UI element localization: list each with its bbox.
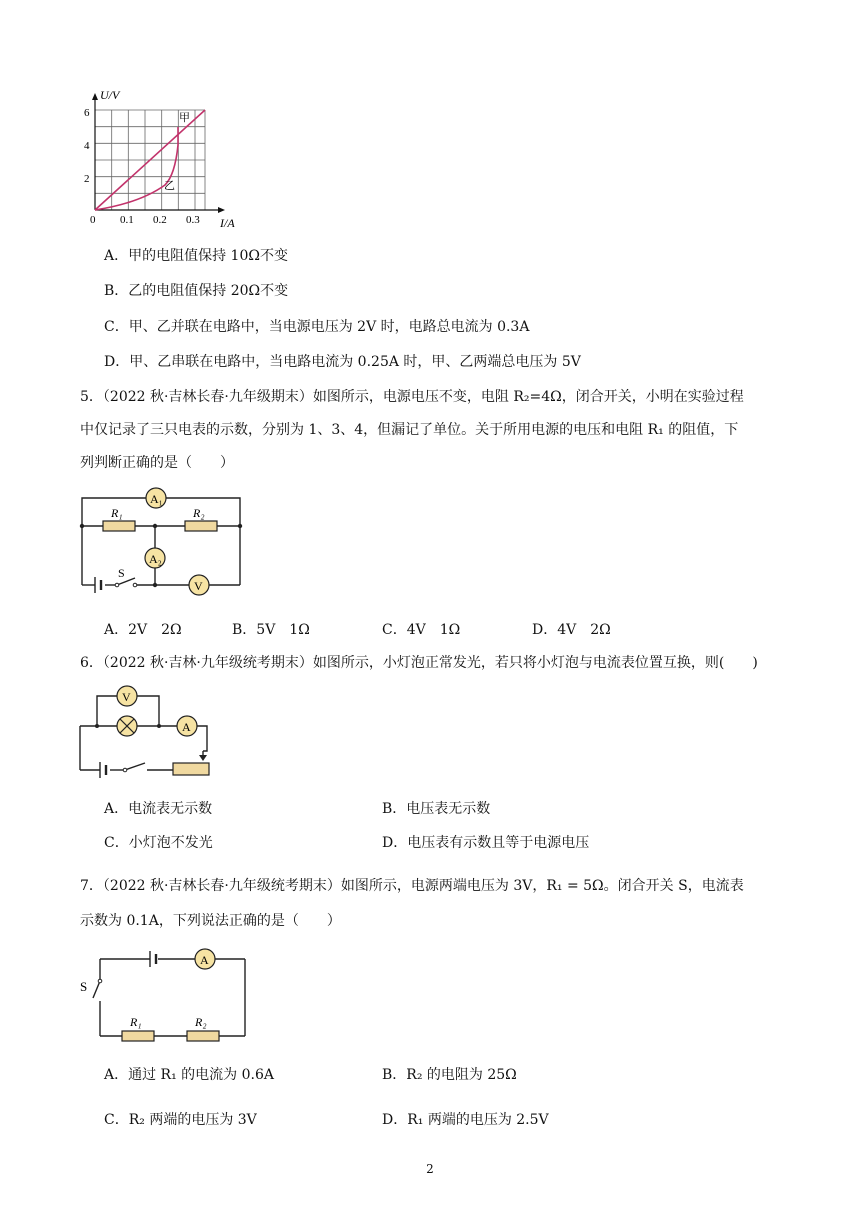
q7-option-d[interactable]: D．R₁ 两端的电压为 2.5V [382, 1112, 549, 1128]
q4-option-b[interactable]: B．乙的电阻值保持 20Ω不变 [104, 283, 289, 299]
y-tick-4: 4 [84, 140, 90, 152]
svg-text:V: V [122, 690, 131, 704]
q7-option-c[interactable]: C．R₂ 两端的电压为 3V [104, 1112, 257, 1128]
svg-text:A: A [182, 720, 191, 734]
q6-rheostat [173, 763, 209, 775]
q4-option-c[interactable]: C．甲、乙并联在电路中，当电源电压为 2V 时，电路总电流为 0.3A [104, 319, 530, 335]
svg-text:S: S [118, 566, 125, 580]
q7-r1-resistor [122, 1031, 154, 1041]
svg-text:A: A [200, 953, 209, 967]
svg-text:R₂: R₂ [195, 1015, 207, 1029]
q5-option-b[interactable]: B．5V 1Ω [232, 622, 310, 638]
x-tick-0-3: 0.3 [186, 214, 200, 226]
q5-stem-line2: 中仅记录了三只电表的示数，分别为 1、3、4，但漏记了单位。关于所用电源的电压和电阻 R₁ 的阻值，下 [80, 422, 739, 438]
q6-option-b[interactable]: B．电压表无示数 [382, 801, 491, 817]
q7-option-a[interactable]: A．通过 R₁ 的电流为 0.6A [104, 1067, 274, 1083]
q5-stem-line1: 5．（2022 秋·吉林长春·九年级期末）如图所示，电源电压不变，电阻 R₂=4Ω，闭合开关，小明在实验过程 [80, 389, 744, 405]
q6-stem-line1: 6．（2022 秋·吉林·九年级统考期末）如图所示，小灯泡正常发光，若只将小灯泡与电流表位置互换，则( ) [80, 655, 758, 671]
q4-option-a[interactable]: A．甲的电阻值保持 10Ω不变 [104, 248, 288, 264]
x-tick-0: 0 [90, 214, 96, 226]
q5-option-d[interactable]: D．4V 2Ω [532, 622, 611, 638]
q5-option-a[interactable]: A．2V 2Ω [104, 622, 182, 638]
x-tick-0-1: 0.1 [120, 214, 134, 226]
svg-text:A₁: A₁ [150, 492, 163, 506]
q6-option-a[interactable]: A．电流表无示数 [104, 801, 213, 817]
q7-stem-line1: 7．（2022 秋·吉林长春·九年级统考期末）如图所示，电源两端电压为 3V，R₁ = 5Ω。闭合开关 S，电流表 [80, 878, 744, 894]
q7-stem-line2: 示数为 0.1A，下列说法正确的是（ ） [80, 913, 341, 929]
q6-option-d[interactable]: D．电压表有示数且等于电源电压 [382, 835, 590, 851]
label-jia: 甲 [179, 112, 190, 124]
q5-r1-resistor [103, 521, 135, 531]
q5-circuit-diagram [75, 485, 255, 603]
page-number: 2 [426, 1162, 434, 1176]
svg-text:R₁: R₁ [111, 506, 123, 520]
q5-r2-resistor [185, 521, 217, 531]
svg-text:S: S [80, 979, 88, 994]
svg-text:A₂: A₂ [149, 552, 162, 566]
u-i-graph [80, 85, 250, 235]
q6-option-c[interactable]: C．小灯泡不发光 [104, 835, 213, 851]
q5-option-c[interactable]: C．4V 1Ω [382, 622, 461, 638]
q7-circuit-diagram [75, 943, 255, 1043]
svg-text:R₁: R₁ [130, 1015, 142, 1029]
label-yi: 乙 [164, 180, 175, 192]
q7-option-b[interactable]: B．R₂ 的电阻为 25Ω [382, 1067, 517, 1083]
x-axis-label: I/A [220, 216, 235, 230]
q7-r2-resistor [187, 1031, 219, 1041]
y-tick-6: 6 [84, 107, 90, 119]
svg-text:R₂: R₂ [193, 506, 205, 520]
svg-text:V: V [194, 579, 203, 593]
curve-yi [95, 127, 178, 210]
y-tick-2: 2 [84, 173, 90, 185]
q5-stem-line3: 列判断正确的是（ ） [80, 455, 234, 471]
x-tick-0-2: 0.2 [153, 214, 167, 226]
q4-option-d[interactable]: D．甲、乙串联在电路中，当电路电流为 0.25A 时，甲、乙两端总电压为 5V [104, 354, 581, 370]
q6-circuit-diagram [75, 683, 220, 783]
y-axis-label: U/V [100, 88, 120, 102]
